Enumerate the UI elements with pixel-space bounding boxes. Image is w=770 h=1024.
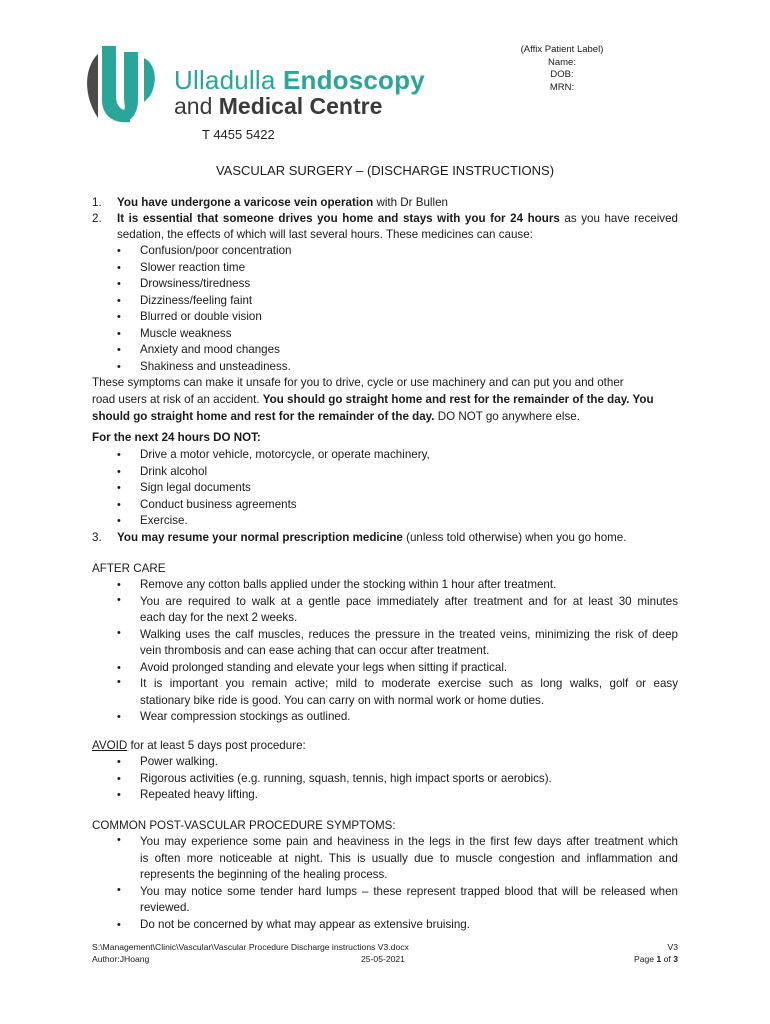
list-item: • Exercise. xyxy=(117,514,188,527)
aftercare-heading: AFTER CARE xyxy=(92,562,166,575)
list-item: • Wear compression stockings as outlined. xyxy=(117,710,351,723)
brand-line-2-bold: Medical Centre xyxy=(218,93,383,119)
list-item: • Power walking. xyxy=(117,755,218,768)
item2-line2: sedation, the effects of which will last several hours. These medicines can cause: xyxy=(117,228,533,241)
clinic-logo-mark-icon xyxy=(80,44,170,124)
effects-list xyxy=(117,243,291,375)
list-item: • Do not be concerned by what may appear as extensive bruising. xyxy=(117,917,470,931)
symptoms-para-line-2: road users at risk of an accident. You should go straight home and rest for the remainder of the day. You xyxy=(92,393,654,406)
list-item: • Repeated heavy lifting. xyxy=(117,788,258,801)
brand-line-1 xyxy=(174,66,425,94)
list-number: 3. xyxy=(92,531,102,544)
brand-line-1-bold: Endoscopy xyxy=(282,65,425,95)
brand-line-2-light: and xyxy=(174,93,219,119)
list-item-3: 3. You may resume your normal prescription medicine (unless told otherwise) when you go home. xyxy=(92,530,626,547)
list-item: • Walking uses the calf muscles, reduces the pressure in the treated veins, minimizing the risk of deep vein thrombosis and can ease aching that can occur after treatment. xyxy=(117,626,678,657)
symptoms-heading: COMMON POST-VASCULAR PROCEDURE SYMPTOMS: xyxy=(92,819,396,832)
list-item: • You may notice some tender hard lumps – these represent trapped blood that will be released when reviewed. xyxy=(117,883,678,914)
list-item: • Anxiety and mood changes xyxy=(117,343,280,356)
item1-rest: with Dr Bullen xyxy=(373,196,448,209)
list-item: • You are required to walk at a gentle pace immediately after treatment and for at least 30 minutes each day for the next 2 weeks. xyxy=(117,593,678,624)
list-number: 1. xyxy=(92,196,102,209)
brand-line-2 xyxy=(174,93,382,119)
list-item: • Avoid prolonged standing and elevate your legs when sitting if practical. xyxy=(117,660,508,674)
symptoms-para-line-3: should go straight home and rest for the remainder of the day. DO NOT go anywhere else. xyxy=(92,410,580,423)
item2-rest: as you have received xyxy=(559,212,678,225)
list-item: • Muscle weakness xyxy=(117,326,232,340)
symptoms-list xyxy=(117,834,678,933)
list-item-2 xyxy=(92,211,678,228)
item1-bold: You have undergone a varicose vein operation xyxy=(117,196,374,209)
list-item: • Dizziness/feeling faint xyxy=(117,293,253,307)
footer-page-number: Page 1 of 3 xyxy=(634,954,678,964)
item2-bold: It is essential that someone drives you home and stays with you for 24 hours xyxy=(117,212,560,225)
list-item: • Drowsiness/tiredness xyxy=(117,277,251,290)
patient-label-dob: DOB: xyxy=(550,69,574,81)
list-item: • Confusion/poor concentration xyxy=(117,244,292,257)
list-item: • Remove any cotton balls applied under the stocking within 1 hour after treatment. xyxy=(117,578,557,591)
list-item: • You may experience some pain and heaviness in the legs in the first few days after treatment which is often more noticeable at night. This is usually due to muscle congestion and inflammation and represents the beginning of the healing process. xyxy=(117,834,678,881)
list-item: • Slower reaction time xyxy=(117,260,246,274)
list-item: • Drink alcohol xyxy=(117,464,208,478)
list-item-1 xyxy=(92,195,448,212)
patient-label-mrn: MRN: xyxy=(549,81,575,93)
next24-heading: For the next 24 hours DO NOT: xyxy=(92,431,261,444)
clinic-phone: T 4455 5422 xyxy=(202,127,275,142)
patient-label-box xyxy=(500,44,624,94)
footer-file-path: S:\Management\Clinic\Vascular\Vascular Procedure Discharge instructions V3.docx xyxy=(92,942,409,952)
footer-version: V3 xyxy=(667,942,678,952)
next24-list xyxy=(117,447,430,530)
list-item: • Sign legal documents xyxy=(117,481,251,494)
avoid-heading: AVOID for at least 5 days post procedure: xyxy=(92,739,306,752)
page-title: VASCULAR SURGERY – (DISCHARGE INSTRUCTIONS) xyxy=(215,163,555,178)
avoid-list xyxy=(117,754,552,804)
patient-label-name: Name: xyxy=(548,56,576,68)
symptoms-para-line-1: These symptoms can make it unsafe for you to drive, cycle or use machinery and can put you and other xyxy=(92,376,624,389)
list-item: • It is important you remain active; mild to moderate exercise such as long walks, golf or easy stationary bike ride is good. You can carry on with normal work or home duties. xyxy=(117,676,678,707)
aftercare-list xyxy=(117,577,678,726)
clinic-logo xyxy=(80,44,170,124)
footer-author: Author:JHoang xyxy=(92,954,150,964)
list-item: • Drive a motor vehicle, motorcycle, or operate machinery, xyxy=(117,448,430,461)
list-item: • Rigorous activities (e.g. running, squash, tennis, high impact sports or aerobics). xyxy=(117,771,552,785)
patient-label-heading: (Affix Patient Label) xyxy=(520,44,604,55)
footer-date: 25-05-2021 xyxy=(361,954,405,964)
list-item: • Shakiness and unsteadiness. xyxy=(117,359,291,373)
list-number: 2. xyxy=(92,212,102,225)
list-item: • Conduct business agreements xyxy=(117,497,297,511)
list-item: • Blurred or double vision xyxy=(117,310,262,323)
brand-line-1-light: Ulladulla xyxy=(174,65,283,95)
